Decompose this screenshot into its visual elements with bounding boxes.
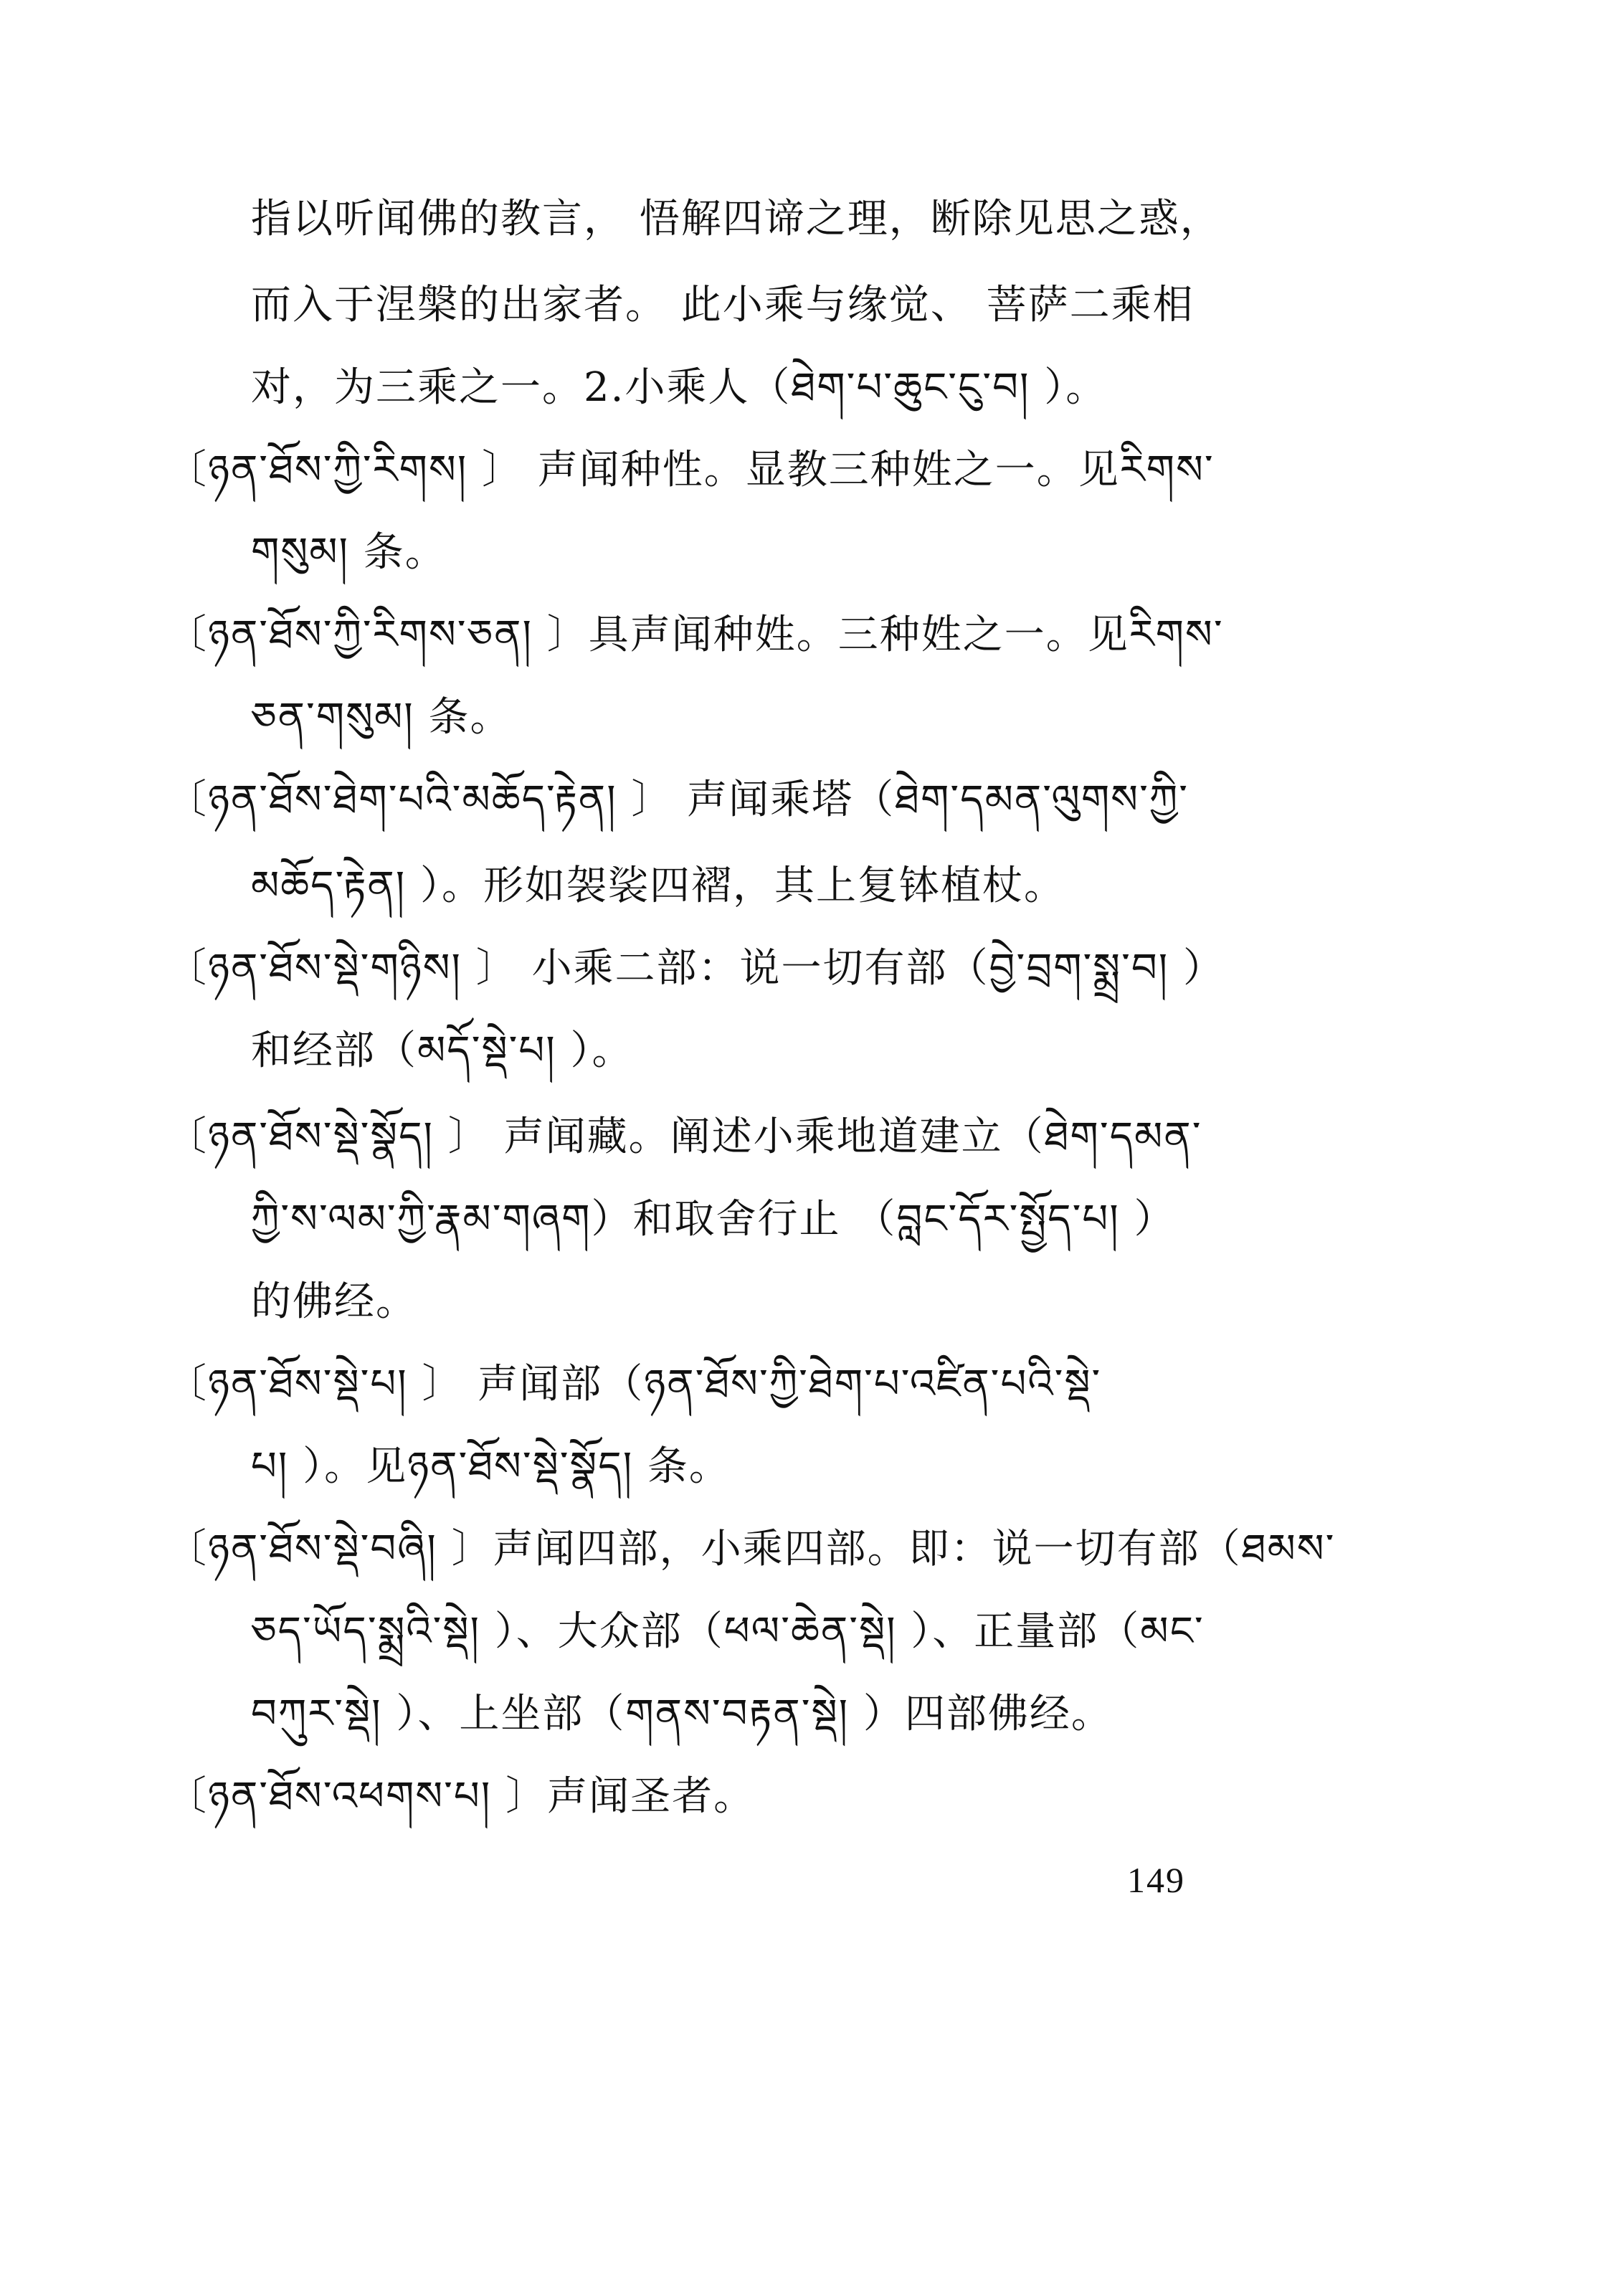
entry-headword-line: 〔ཉན་ཐོས་འཕགས་པ། 〕声闻圣者。 [166,1773,756,1820]
entry-headword-line: 〔ཉན་ཐོས་སྡེ་གཉིས། 〕 小乘二部：说一切有部（བྱེ་བྲག་སྨྲ་བ། ） [166,945,1225,992]
entry-text-line: ཅན་གསུམ། 条。 [251,694,512,741]
page-number: 149 [1127,1860,1185,1900]
entry-text-line: 指以听闻佛的教言， 悟解四谛之理，断除见思之惑， [251,196,1222,242]
entry-headword-line: 〔ཉན་ཐོས་སྡེ་བཞི། 〕声闻四部，小乘四部。即：说一切有部（ཐམས་ [166,1526,1336,1572]
entry-text-line: ཀྱི་ས་ལམ་ཀྱི་རྣམ་གཞག）和取舍行止 （བླང་དོར་སྤྱོད་པ། ） [251,1196,1176,1243]
entry-headword-line: 〔ཉན་ཐོས་སྡེ་སྣོད། 〕 声闻藏。阐述小乘地道建立（ཐེག་དམན་ [166,1114,1202,1160]
entry-text-line: ཅད་ཡོད་སྨྲའི་སྡེ། ）、大众部（ཕལ་ཆེན་སྡེ། ）、正量部（མང་ [251,1608,1205,1655]
entry-headword-line: 〔ཉན་ཐོས་ཀྱི་རིགས། 〕 声闻种性。显教三种姓之一。见རིགས་ [166,447,1215,493]
entry-text-line: པ། ）。见ཉན་ཐོས་སྡེ་སྣོད། 条。 [251,1443,731,1490]
entry-text-line: བཀུར་སྡེ། ）、上坐部（གནས་བརྟན་སྡེ། ）四部佛经。 [251,1691,1113,1737]
entry-text-line: 对，为三乘之一。2.小乘人（ཐེག་པ་ཆུང་ངུ་བ། ）。 [251,364,1108,411]
entry-headword-line: 〔ཉན་ཐོས་སྡེ་པ། 〕 声闻部（ཉན་ཐོས་ཀྱི་ཐེག་པ་འཛིན་པའི་སྡེ་ [166,1361,1102,1407]
entry-text-line: 的佛经。 [251,1278,417,1325]
entry-text-line: གསུམ། 条。 [251,529,447,576]
entry-headword-line: 〔ཉན་ཐོས་ཀྱི་རིགས་ཅན། 〕具声闻种姓。三种姓之一。见རིགས་ [166,612,1224,658]
entry-text-line: 和经部（མདོ་སྡེ་པ། ）。 [251,1027,634,1074]
entry-text-line: མཆོད་རྟེན། ）。形如袈裟四褶，其上复钵植杖。 [251,863,1065,909]
entry-headword-line: 〔ཉན་ཐོས་ཐེག་པའི་མཆོད་རྟེན། 〕 声闻乘塔（ཐེག་དམན་ལུགས་ཀྱི་ [166,777,1189,823]
entry-text-line: 而入于涅槃的出家者。 此小乘与缘觉、 菩萨二乘相 [251,282,1195,328]
